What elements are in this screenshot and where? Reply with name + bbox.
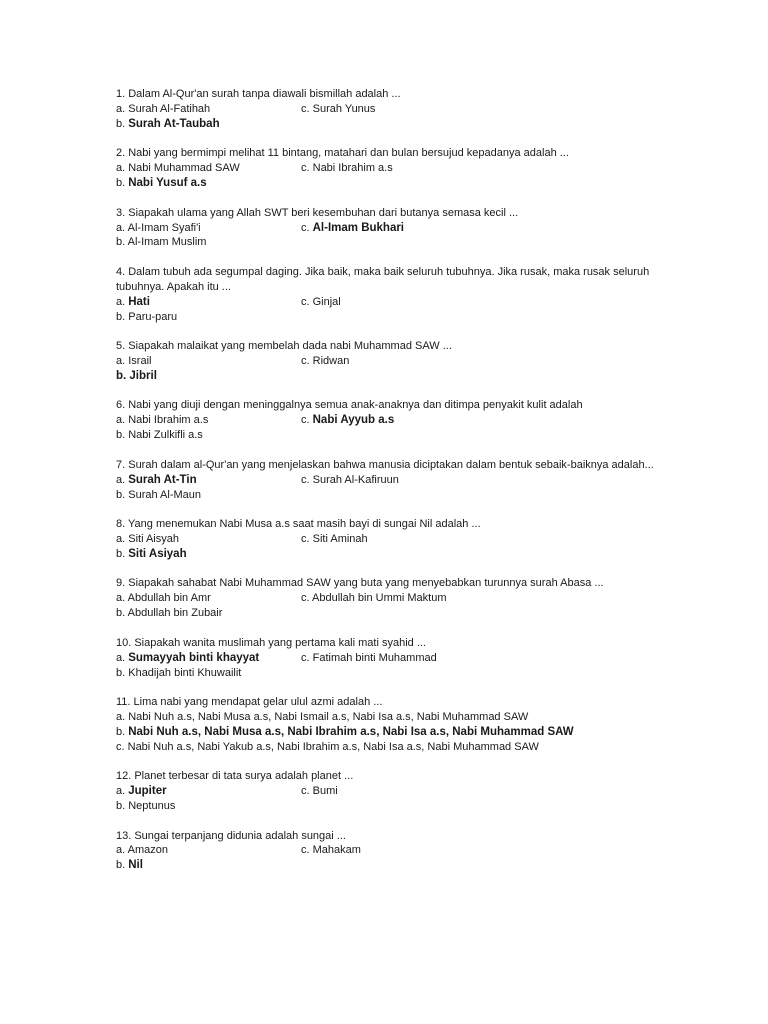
answer-option	[301, 591, 447, 606]
option-letter: c.	[301, 592, 313, 605]
option-letter: b.	[116, 429, 129, 442]
option-letter: a.	[116, 473, 129, 486]
question-block	[116, 695, 656, 755]
option-letter: a.	[116, 295, 129, 308]
option-letter: c.	[301, 162, 313, 175]
option-row	[116, 740, 656, 755]
answer-option	[116, 784, 301, 799]
option-text: Neptunus	[128, 800, 176, 813]
answer-option	[301, 843, 361, 858]
correct-answer-text: Surah At-Tin	[128, 473, 197, 486]
answer-option	[116, 102, 301, 117]
answer-option	[116, 532, 301, 547]
option-text: Nabi Ibrahim a.s	[312, 162, 393, 175]
question-block	[116, 458, 656, 503]
question-text: 13. Sungai terpanjang didunia adalah sungai ...	[116, 829, 346, 842]
correct-answer-text: Sumayyah binti khayyat	[128, 651, 260, 664]
option-text: Paru-paru	[128, 310, 178, 323]
option-letter: b.	[116, 666, 129, 679]
option-text: Al-Imam Syafi'i	[127, 221, 201, 234]
option-letter: b.	[116, 488, 129, 501]
answer-option	[116, 176, 207, 191]
question-block	[116, 517, 656, 562]
answer-option	[116, 117, 220, 132]
correct-answer-text: Nil	[128, 859, 143, 872]
option-text: Surah Al-Kafiruun	[312, 473, 399, 486]
option-row	[116, 784, 656, 799]
option-letter: b.	[116, 310, 129, 323]
answer-option	[116, 606, 222, 621]
option-text: Israil	[128, 355, 152, 368]
option-row	[116, 488, 656, 503]
question-text: 2. Nabi yang bermimpi melihat 11 bintang, matahari dan bulan bersujud kepadanya adalah ...	[116, 147, 569, 160]
question-text: 4. Dalam tubuh ada segumpal daging. Jika baik, maka baik seluruh tubuhnya. Jika rusak, maka rusak seluruh tubuhnya. Apakah itu ...	[116, 265, 650, 293]
question-text: 7. Surah dalam al-Qur'an yang menjelaskan bahwa manusia diciptakan dalam bentuk sebaik-baiknya adalah...	[116, 458, 654, 471]
correct-answer-text: Al-Imam Bukhari	[312, 221, 405, 234]
answer-option	[116, 221, 301, 236]
answer-option	[116, 710, 528, 725]
question-block	[116, 576, 656, 621]
answer-option	[116, 428, 203, 443]
option-letter: b.	[116, 236, 128, 249]
answer-option	[116, 369, 157, 384]
answer-option	[301, 161, 393, 176]
question-block	[116, 339, 656, 384]
option-letter: c.	[301, 295, 313, 308]
option-text: Bumi	[312, 785, 338, 798]
question-block	[116, 206, 656, 251]
option-row	[116, 176, 656, 191]
option-row	[116, 858, 656, 873]
correct-answer-text: Hati	[128, 295, 150, 308]
option-letter: c.	[301, 414, 313, 427]
answer-option	[301, 532, 368, 547]
option-text: Abdullah bin Amr	[127, 592, 211, 605]
option-letter: c.	[301, 651, 313, 664]
option-row	[116, 235, 656, 250]
option-text: Al-Imam Muslim	[127, 236, 207, 249]
option-letter: b.	[116, 607, 128, 620]
answer-option	[116, 488, 201, 503]
answer-option	[301, 354, 349, 369]
option-text: Nabi Ibrahim a.s	[128, 414, 209, 427]
option-row	[116, 651, 656, 666]
correct-answer-text: Siti Asiyah	[128, 547, 187, 560]
option-text: Ridwan	[312, 355, 350, 368]
option-row	[116, 117, 656, 132]
answer-option	[301, 102, 375, 117]
answer-option	[116, 295, 301, 310]
option-text: Surah Al-Fatihah	[128, 102, 211, 115]
option-row	[116, 710, 656, 725]
option-row	[116, 413, 656, 428]
question-block	[116, 829, 656, 874]
question-block	[116, 87, 656, 132]
option-letter: c.	[301, 785, 313, 798]
question-text: 9. Siapakah sahabat Nabi Muhammad SAW yang buta yang menyebabkan turunnya surah Abasa ...	[116, 577, 604, 590]
correct-answer-text: Nabi Nuh a.s, Nabi Musa a.s, Nabi Ibrahim a.s, Nabi Isa a.s, Nabi Muhammad SAW	[128, 725, 574, 738]
answer-option	[116, 666, 241, 681]
correct-answer-text: Nabi Ayyub a.s	[312, 414, 395, 427]
option-text: Nabi Nuh a.s, Nabi Yakub a.s, Nabi Ibrahim a.s, Nabi Isa a.s, Nabi Muhammad SAW	[127, 740, 539, 753]
option-letter: a.	[116, 785, 129, 798]
option-letter: c.	[116, 740, 128, 753]
option-letter: a.	[116, 710, 129, 723]
answer-option	[116, 799, 175, 814]
option-letter: b.	[116, 800, 129, 813]
option-text: Mahakam	[312, 844, 361, 857]
option-letter: a.	[116, 102, 129, 115]
answer-option	[116, 858, 143, 873]
option-row	[116, 547, 656, 562]
option-row	[116, 369, 656, 384]
option-letter: c.	[301, 221, 313, 234]
option-text: Siti Aisyah	[128, 533, 179, 545]
question-block	[116, 398, 656, 443]
option-text: Abdullah bin Zubair	[127, 607, 223, 620]
option-row	[116, 606, 656, 621]
option-letter: b.	[116, 547, 129, 560]
option-letter: a.	[116, 533, 129, 545]
option-text: Surah Yunus	[312, 102, 376, 115]
option-row	[116, 428, 656, 443]
answer-option	[116, 547, 187, 562]
question-text: 6. Nabi yang diuji dengan meninggalnya semua anak-anaknya dan ditimpa penyakit kulit adalah	[116, 399, 583, 412]
option-letter: b.	[116, 859, 129, 872]
question-text: 1. Dalam Al-Qur'an surah tanpa diawali bismillah adalah ...	[116, 88, 401, 100]
question-text: 10. Siapakah wanita muslimah yang pertama kali mati syahid ...	[116, 636, 426, 649]
option-text: Siti Aminah	[312, 533, 368, 545]
question-block	[116, 265, 656, 325]
option-letter: c.	[301, 355, 313, 368]
question-block	[116, 636, 656, 681]
option-letter: b.	[116, 725, 129, 738]
correct-answer-text: Jupiter	[128, 785, 167, 798]
option-row	[116, 295, 656, 310]
option-text: Nabi Zulkifli a.s	[128, 429, 203, 442]
answer-option	[301, 784, 338, 799]
correct-answer-text: b. Jibril	[116, 369, 157, 382]
option-letter: c.	[301, 102, 313, 115]
option-letter: c.	[301, 473, 313, 486]
correct-answer-text: Surah At-Taubah	[128, 117, 220, 130]
question-text: 5. Siapakah malaikat yang membelah dada nabi Muhammad SAW ...	[116, 340, 452, 353]
answer-option	[116, 843, 301, 858]
question-text: 3. Siapakah ulama yang Allah SWT beri kesembuhan dari butanya semasa kecil ...	[116, 206, 519, 219]
option-row	[116, 843, 656, 858]
option-row	[116, 310, 656, 325]
option-row	[116, 354, 656, 369]
answer-option	[116, 473, 301, 488]
answer-option	[116, 725, 574, 740]
option-row	[116, 473, 656, 488]
option-text: Khadijah binti Khuwailit	[128, 666, 242, 679]
option-letter: a.	[116, 221, 128, 234]
option-text: Fatimah binti Muhammad	[312, 651, 437, 664]
question-block	[116, 769, 656, 814]
option-letter: a.	[116, 355, 129, 368]
option-text: Amazon	[127, 844, 168, 857]
option-row	[116, 799, 656, 814]
option-row	[116, 102, 656, 117]
option-letter: a.	[116, 592, 128, 605]
answer-option	[116, 651, 301, 666]
option-text: Nabi Nuh a.s, Nabi Musa a.s, Nabi Ismail a.s, Nabi Isa a.s, Nabi Muhammad SAW	[128, 710, 529, 723]
option-row	[116, 532, 656, 547]
option-letter: a.	[116, 651, 129, 664]
option-letter: b.	[116, 117, 129, 130]
answer-option	[116, 413, 301, 428]
question-text: 11. Lima nabi yang mendapat gelar ulul azmi adalah ...	[116, 696, 383, 709]
option-text: Nabi Muhammad SAW	[128, 162, 240, 175]
answer-option	[116, 310, 177, 325]
question-block	[116, 146, 656, 191]
answer-option	[301, 651, 437, 666]
option-row	[116, 221, 656, 236]
option-letter: c.	[301, 533, 313, 545]
option-letter: c.	[301, 844, 313, 857]
option-text: Surah Al-Maun	[128, 488, 201, 501]
answer-option	[301, 221, 404, 236]
answer-option	[301, 473, 399, 488]
answer-option	[116, 591, 301, 606]
answer-option	[116, 354, 301, 369]
question-text: 12. Planet terbesar di tata surya adalah planet ...	[116, 770, 354, 783]
answer-option	[116, 235, 206, 250]
answer-option	[116, 740, 539, 755]
option-letter: b.	[116, 177, 129, 190]
quiz-document	[116, 87, 656, 888]
option-letter: a.	[116, 162, 129, 175]
answer-option	[116, 161, 301, 176]
option-text: Abdullah bin Ummi Maktum	[312, 592, 447, 605]
answer-option	[301, 413, 394, 428]
option-text: Ginjal	[312, 295, 341, 308]
option-row	[116, 725, 656, 740]
option-row	[116, 161, 656, 176]
option-row	[116, 666, 656, 681]
correct-answer-text: Nabi Yusuf a.s	[128, 177, 207, 190]
option-letter: a.	[116, 844, 128, 857]
option-letter: a.	[116, 414, 129, 427]
option-row	[116, 591, 656, 606]
answer-option	[301, 295, 341, 310]
question-text: 8. Yang menemukan Nabi Musa a.s saat masih bayi di sungai Nil adalah ...	[116, 518, 481, 531]
